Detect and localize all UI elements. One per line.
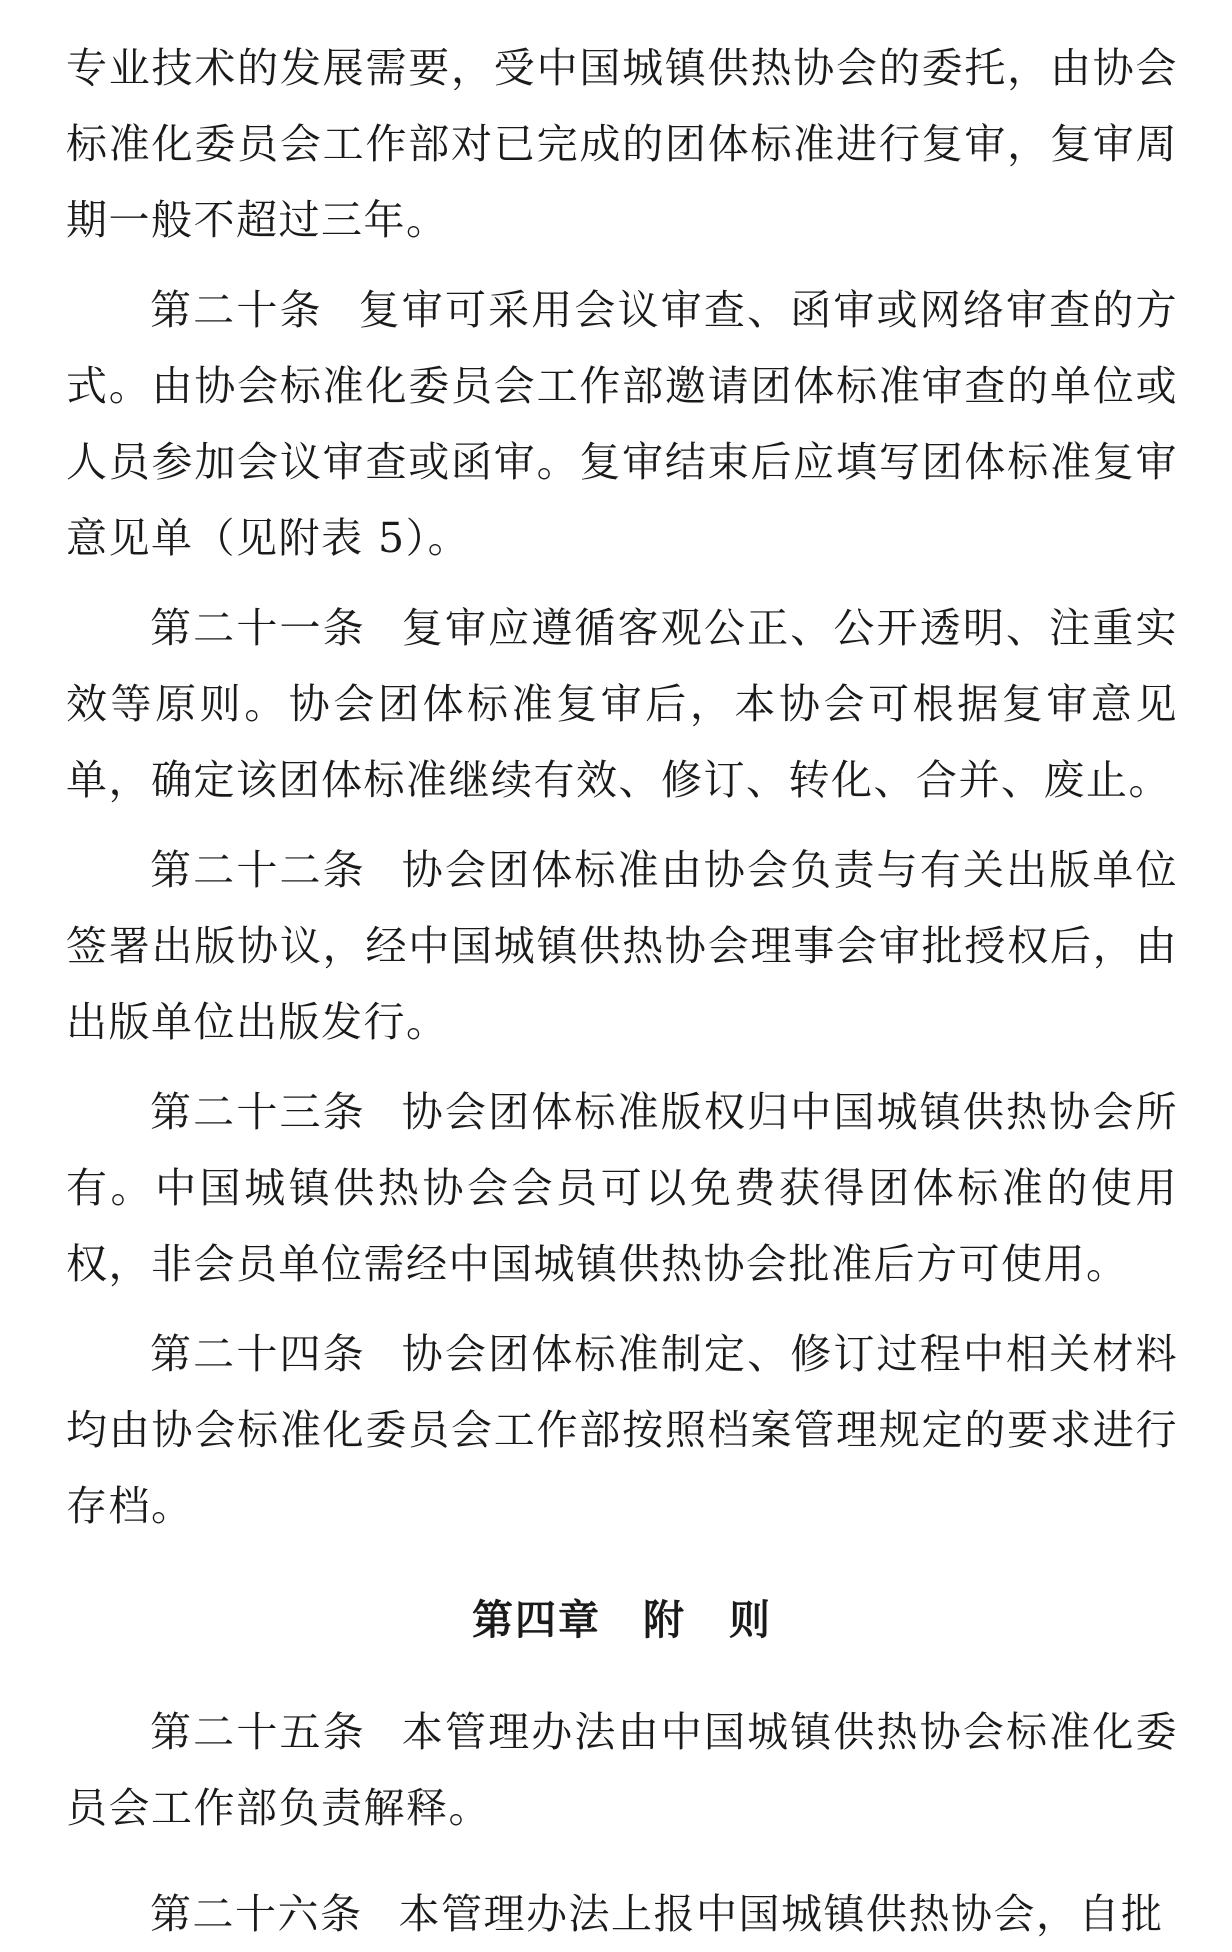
article-text: 本管理办法上报中国城镇供热协会，自批	[398, 1890, 1164, 1938]
article-number: 第二十三条	[150, 1088, 366, 1136]
article-text: 复审应遵循客观公正、公开透明、注重实效等原则。协会团体标准复审后，本协会可根据复审意见单，确定该团体标准继续有效、修订、转化、合并、废止。	[66, 604, 1178, 804]
article-20	[66, 272, 1178, 576]
document-page	[66, 30, 1179, 1938]
article-text: 复审可采用会议审查、函审或网络审查的方式。由协会标准化委员会工作部邀请团体标准审查的单位或人员参加会议审查或函审。复审结束后应填写团体标准复审意见单（见附表 5）。	[66, 286, 1179, 562]
article-text: 本管理办法由中国城镇供热协会标准化委员会工作部负责解释。	[66, 1708, 1178, 1832]
article-23	[66, 1074, 1178, 1302]
article-number: 第二十四条	[150, 1330, 366, 1378]
paragraph-continuation	[66, 30, 1178, 258]
article-number: 第二十二条	[150, 846, 366, 894]
chapter-title: 附 则	[643, 1596, 772, 1644]
article-24	[66, 1316, 1178, 1544]
article-number: 第二十条	[150, 286, 323, 334]
article-text: 协会团体标准版权归中国城镇供热协会所有。中国城镇供热协会会员可以免费获得团体标准的使用权，非会员单位需经中国城镇供热协会批准后方可使用。	[66, 1088, 1178, 1288]
article-21	[66, 590, 1178, 818]
article-number: 第二十六条	[150, 1890, 363, 1938]
article-25	[66, 1694, 1178, 1846]
article-22	[66, 832, 1178, 1060]
article-text: 协会团体标准制定、修订过程中相关材料均由协会标准化委员会工作部按照档案管理规定的要求进行存档。	[66, 1330, 1178, 1530]
article-text: 协会团体标准由协会负责与有关出版单位签署出版协议，经中国城镇供热协会理事会审批授权后，由出版单位出版发行。	[66, 846, 1178, 1046]
article-number: 第二十五条	[150, 1708, 366, 1756]
article-26	[66, 1876, 1178, 1952]
chapter-heading	[66, 1582, 1178, 1658]
paragraph-text: 专业技术的发展需要，受中国城镇供热协会的委托，由协会标准化委员会工作部对已完成的团体标准进行复审，复审周期一般不超过三年。	[66, 44, 1178, 244]
chapter-number: 第四章	[472, 1596, 601, 1644]
article-number: 第二十一条	[150, 604, 366, 652]
